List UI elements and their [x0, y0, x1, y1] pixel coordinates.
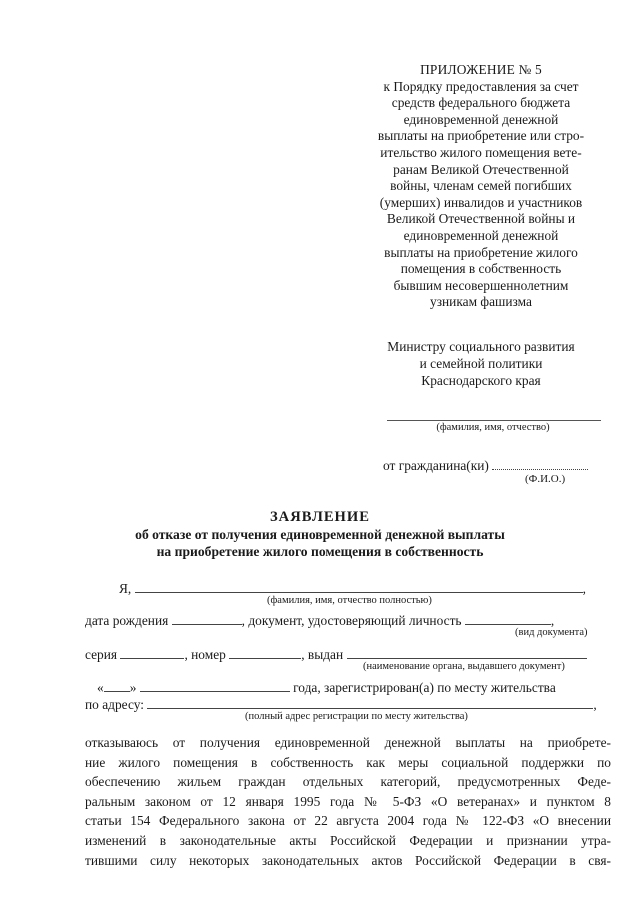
address-row: по адресу: ,: [85, 697, 597, 712]
quote-close: »: [129, 680, 137, 695]
paragraph-line: обеспечению жильем граждан отдельных категорий, предусмотренных Феде-: [85, 774, 611, 790]
appendix-line: узникам фашизма: [430, 294, 532, 310]
full-name-blank[interactable]: [135, 579, 583, 593]
appendix-line: ительство жилого помещения вете-: [380, 144, 582, 160]
addressee-line: и семейной политики: [419, 356, 543, 371]
number-label: , номер: [184, 647, 226, 662]
paragraph-line: ние жилого помещения в собственность как меры социальной поддержки по: [85, 754, 611, 770]
appendix-line: единовременной денежной: [403, 227, 559, 243]
document-label: , документ, удостоверяющий личность: [241, 613, 462, 628]
addressee-line: Краснодарского края: [421, 373, 541, 388]
paragraph-line: тившими силу некоторых законодательных актов Российской Федерации в свя-: [85, 852, 611, 868]
document-subtitle: на приобретение жилого помещения в собственность: [156, 544, 484, 559]
appendix-line: средств федерального бюджета: [391, 95, 571, 111]
paragraph-line: ральным законом от 12 января 1995 года № 5-ФЗ «О ветеранах» и пунктом 8: [85, 793, 611, 809]
paragraph-line: отказываюсь от получения единовременной денежной выплаты на приобрете-: [85, 735, 611, 750]
day-blank[interactable]: [104, 678, 130, 692]
from-citizen-blank[interactable]: [492, 457, 588, 470]
appendix-line: выплаты на приобретение или стро-: [377, 128, 585, 144]
appendix-line: войны, членам семей погибших: [390, 178, 572, 194]
birth-date-blank[interactable]: [172, 611, 242, 625]
month-year-blank[interactable]: [140, 678, 290, 692]
number-blank[interactable]: [229, 645, 301, 659]
series-blank[interactable]: [120, 645, 184, 659]
i-label: Я,: [119, 581, 132, 596]
from-citizen-caption: (Ф.И.О.): [525, 473, 566, 485]
appendix-line: бывшим несовершеннолетним: [393, 277, 569, 293]
appendix-line: ранам Великой Отечественной: [393, 161, 569, 177]
addressee-fio-blank[interactable]: [387, 406, 601, 421]
addressee-fio-caption: (фамилия, имя, отчество): [436, 422, 550, 433]
from-citizen-label: от гражданина(ки): [383, 458, 489, 473]
address-caption: (полный адрес регистрации по месту жительства): [245, 711, 468, 722]
document-heading: [90, 508, 550, 560]
year-registered-label: года, зарегистрирован(а) по месту жительства: [293, 680, 556, 695]
issuer-caption: (наименование органа, выдавшего документ): [363, 661, 565, 672]
appendix-title: ПРИЛОЖЕНИЕ № 5: [420, 62, 542, 77]
birth-doc-row: дата рождения , документ, удостоверяющий личность ,: [85, 613, 555, 628]
addressee-line: Министру социального развития: [387, 339, 575, 354]
issuer-blank[interactable]: [347, 645, 587, 659]
full-name-caption: (фамилия, имя, отчество полностью): [267, 595, 432, 606]
appendix-line: единовременной денежной: [403, 111, 559, 127]
document-title: ЗАЯВЛЕНИЕ: [269, 509, 370, 525]
paragraph-line: изменений в законодательные акты Российской Федерации и признании утра-: [85, 832, 611, 848]
date-registration-row: [97, 678, 556, 696]
address-label: по адресу:: [85, 697, 144, 712]
appendix-line: выплаты на приобретение жилого: [384, 244, 578, 260]
name-row: Я, ,: [119, 581, 586, 596]
document-subtitle: об отказе от получения единовременной денежной выплаты: [135, 527, 505, 542]
appendix-line: (умерших) инвалидов и участников: [379, 194, 583, 210]
appendix-line: помещения в собственность: [400, 261, 562, 277]
paragraph-line: статьи 154 Федерального закона от 22 августа 2004 года № 122-ФЗ «О внесении: [85, 813, 611, 829]
appendix-line: к Порядку предоставления за счет: [383, 78, 579, 94]
addressee-block: [352, 338, 610, 389]
appendix-line: Великой Отечественной войны и: [386, 211, 576, 227]
birth-date-label: дата рождения: [85, 613, 169, 628]
appendix-header: [352, 62, 610, 311]
from-citizen-line: [383, 457, 588, 474]
document-type-caption: (вид документа): [515, 627, 588, 638]
address-blank[interactable]: [147, 695, 593, 709]
addressee-fio-field: [383, 406, 603, 434]
series-label: серия: [85, 647, 118, 662]
document-type-blank[interactable]: [465, 611, 551, 625]
refusal-paragraph: [85, 733, 611, 870]
quote-open: «: [97, 680, 104, 695]
issued-label: , выдан: [301, 647, 344, 662]
